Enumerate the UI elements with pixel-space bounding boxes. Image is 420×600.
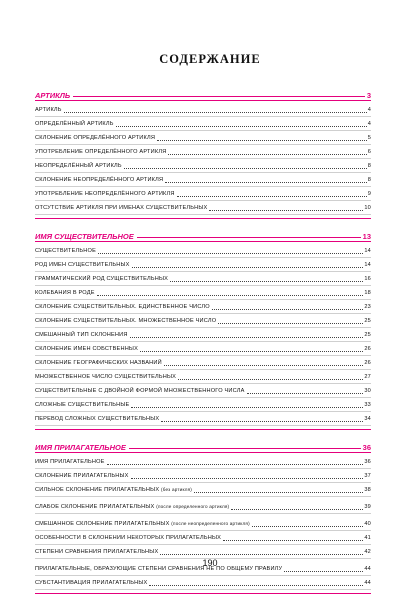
entry-title-text: СКЛОНЕНИЕ НЕОПРЕДЕЛЁННОГО АРТИКЛЯ bbox=[35, 177, 164, 183]
entry-title-text: АРТИКЛЬ bbox=[35, 107, 62, 113]
entry-title-text: СУЩЕСТВИТЕЛЬНЫЕ С ДВОЙНОЙ ФОРМОЙ МНОЖЕСТВЕННОГО ЧИСЛА bbox=[35, 388, 245, 394]
section-leader-line bbox=[137, 237, 361, 238]
section-title: ИМЯ СУЩЕСТВИТЕЛЬНОЕ bbox=[35, 232, 134, 241]
toc-section bbox=[35, 436, 371, 594]
toc-entry[interactable] bbox=[35, 131, 371, 145]
entry-title-text: ОТСУТСТВИЕ АРТИКЛЯ ПРИ ИМЕНАХ СУЩЕСТВИТЕЛЬНЫХ bbox=[35, 205, 208, 211]
entry-page: 18 bbox=[364, 290, 371, 296]
toc-section bbox=[35, 84, 371, 219]
section-end-rule bbox=[35, 429, 371, 430]
dot-leader bbox=[157, 140, 367, 141]
entry-page: 41 bbox=[364, 535, 371, 541]
dot-leader bbox=[177, 196, 367, 197]
entry-title-text: СУЩЕСТВИТЕЛЬНОЕ bbox=[35, 248, 97, 254]
dot-leader bbox=[161, 421, 363, 422]
entry-title-text: УПОТРЕБЛЕНИЕ НЕОПРЕДЕЛЁННОГО АРТИКЛЯ bbox=[35, 191, 175, 197]
toc-entry[interactable] bbox=[35, 314, 371, 328]
entry-title bbox=[35, 135, 155, 142]
section-end-rule bbox=[35, 218, 371, 219]
entry-page: 42 bbox=[364, 549, 371, 555]
toc-entry[interactable] bbox=[35, 497, 371, 514]
toc-entry[interactable] bbox=[35, 531, 371, 545]
dot-leader bbox=[131, 478, 364, 479]
entry-title-text: СКЛОНЕНИЕ СУЩЕСТВИТЕЛЬНЫХ. МНОЖЕСТВЕННОЕ ЧИСЛО bbox=[35, 318, 217, 324]
entry-title bbox=[35, 121, 114, 128]
entry-note: (без артикля) bbox=[161, 487, 192, 492]
dot-leader bbox=[160, 554, 363, 555]
entry-title-text: ИМЯ ПРИЛАГАТЕЛЬНОЕ bbox=[35, 459, 105, 465]
section-heading[interactable] bbox=[35, 225, 371, 241]
dot-leader bbox=[284, 571, 363, 572]
entry-title-text: СМЕШАННЫЙ ТИП СКЛОНЕНИЯ bbox=[35, 332, 128, 338]
entry-page: 14 bbox=[364, 248, 371, 254]
entry-title bbox=[35, 535, 221, 542]
section-heading[interactable] bbox=[35, 436, 371, 452]
dot-leader bbox=[247, 393, 364, 394]
entry-page: 8 bbox=[367, 177, 371, 183]
entry-title-text: СМЕШАННОЕ СКЛОНЕНИЕ ПРИЛАГАТЕЛЬНЫХ bbox=[35, 521, 170, 527]
entry-title-text: СЛОЖНЫЕ СУЩЕСТВИТЕЛЬНЫЕ bbox=[35, 402, 130, 408]
entry-title bbox=[35, 459, 105, 466]
dot-leader bbox=[140, 351, 363, 352]
entry-title bbox=[35, 388, 245, 395]
dot-leader bbox=[107, 464, 364, 465]
entry-title bbox=[35, 360, 162, 367]
dot-leader bbox=[209, 210, 363, 211]
section-leader-line bbox=[73, 96, 365, 97]
entry-page: 33 bbox=[364, 402, 371, 408]
entry-title bbox=[35, 262, 130, 269]
entry-title bbox=[35, 248, 96, 255]
entry-page: 23 bbox=[364, 304, 371, 310]
section-page: 13 bbox=[362, 232, 371, 241]
entry-page: 40 bbox=[364, 521, 371, 527]
section-end-rule bbox=[35, 593, 371, 594]
toc-entry[interactable] bbox=[35, 272, 371, 286]
entry-title bbox=[35, 290, 95, 297]
dot-leader bbox=[116, 126, 367, 127]
entry-title bbox=[35, 374, 176, 381]
toc-entry[interactable] bbox=[35, 483, 371, 497]
dot-leader bbox=[165, 182, 366, 183]
entry-title bbox=[35, 107, 62, 114]
dot-leader bbox=[170, 281, 363, 282]
entry-title-text: СКЛОНЕНИЕ ОПРЕДЕЛЁННОГО АРТИКЛЯ bbox=[35, 135, 156, 141]
dot-leader bbox=[223, 540, 363, 541]
toc-entry[interactable] bbox=[35, 576, 371, 590]
dot-leader bbox=[218, 323, 363, 324]
toc-entry[interactable] bbox=[35, 342, 371, 356]
dot-leader bbox=[98, 253, 363, 254]
entry-title-text: ПЕРЕВОД СЛОЖНЫХ СУЩЕСТВИТЕЛЬНЫХ bbox=[35, 416, 160, 422]
entry-title-text: СИЛЬНОЕ СКЛОНЕНИЕ ПРИЛАГАТЕЛЬНЫХ bbox=[35, 487, 160, 493]
dot-leader bbox=[194, 492, 363, 493]
toc-entry[interactable] bbox=[35, 545, 371, 559]
entry-title bbox=[35, 304, 210, 311]
section-page: 3 bbox=[366, 91, 371, 100]
dot-leader bbox=[131, 407, 363, 408]
entry-page: 5 bbox=[367, 135, 371, 141]
toc-entry[interactable] bbox=[35, 258, 371, 272]
toc-entry[interactable] bbox=[35, 103, 371, 117]
entry-page: 44 bbox=[364, 566, 371, 572]
dot-leader bbox=[64, 112, 367, 113]
toc-entry[interactable] bbox=[35, 412, 371, 426]
entry-page: 25 bbox=[364, 332, 371, 338]
entry-title bbox=[35, 191, 175, 198]
section-leader-line bbox=[129, 448, 361, 449]
entry-page: 26 bbox=[364, 360, 371, 366]
entry-title bbox=[35, 163, 122, 170]
section-rule bbox=[35, 241, 371, 242]
toc-entry[interactable] bbox=[35, 384, 371, 398]
toc-entry[interactable] bbox=[35, 117, 371, 131]
section-rule bbox=[35, 100, 371, 101]
entry-title-text: ГРАММАТИЧЕСКИЙ РОД СУЩЕСТВИТЕЛЬНЫХ bbox=[35, 276, 169, 282]
entry-page: 26 bbox=[364, 346, 371, 352]
entry-note: (после определенного артикля) bbox=[156, 504, 230, 509]
entry-page: 30 bbox=[364, 388, 371, 394]
entry-title bbox=[35, 318, 216, 325]
page-number: 190 bbox=[202, 558, 218, 568]
dot-leader bbox=[231, 509, 363, 510]
entry-title bbox=[35, 580, 147, 587]
toc-entry[interactable] bbox=[35, 328, 371, 342]
entry-title-text: СКЛОНЕНИЕ СУЩЕСТВИТЕЛЬНЫХ. ЕДИНСТВЕННОЕ ЧИСЛО bbox=[35, 304, 210, 310]
toc-entry[interactable] bbox=[35, 356, 371, 370]
dot-leader bbox=[132, 267, 364, 268]
entry-page: 34 bbox=[364, 416, 371, 422]
entry-title-text: ОПРЕДЕЛЁННЫЙ АРТИКЛЬ bbox=[35, 121, 114, 127]
entry-page: 14 bbox=[364, 262, 371, 268]
toc-entry[interactable] bbox=[35, 201, 371, 215]
toc-entry[interactable] bbox=[35, 145, 371, 159]
entry-page: 10 bbox=[364, 205, 371, 211]
entry-title-text: НЕОПРЕДЕЛЁННЫЙ АРТИКЛЬ bbox=[35, 163, 122, 169]
toc-entry[interactable] bbox=[35, 300, 371, 314]
entry-page: 25 bbox=[364, 318, 371, 324]
entry-page: 37 bbox=[364, 473, 371, 479]
entry-title bbox=[35, 473, 129, 480]
toc-entry[interactable] bbox=[35, 286, 371, 300]
toc-entry[interactable] bbox=[35, 159, 371, 173]
entry-title bbox=[35, 520, 250, 528]
section-rule bbox=[35, 452, 371, 453]
entry-page: 4 bbox=[367, 107, 371, 113]
dot-leader bbox=[130, 337, 364, 338]
entry-title bbox=[35, 416, 159, 423]
section-title: АРТИКЛЬ bbox=[35, 91, 71, 100]
entry-title-text: ПРИЛАГАТЕЛЬНЫЕ, ОБРАЗУЮЩИЕ СТЕПЕНИ СРАВНЕНИЯ НЕ ПО ОБЩЕМУ ПРАВИЛУ bbox=[35, 566, 283, 572]
section-heading[interactable] bbox=[35, 84, 371, 100]
dot-leader bbox=[252, 526, 364, 527]
toc-entry[interactable] bbox=[35, 398, 371, 412]
entry-title bbox=[35, 332, 128, 339]
entry-title-text: СУБСТАНТИВАЦИЯ ПРИЛАГАТЕЛЬНЫХ bbox=[35, 580, 148, 586]
entry-title bbox=[35, 276, 168, 283]
entry-title-text: СКЛОНЕНИЕ ГЕОГРАФИЧЕСКИХ НАЗВАНИЙ bbox=[35, 360, 162, 366]
dot-leader bbox=[97, 295, 364, 296]
entry-title bbox=[35, 549, 158, 556]
entry-title-text: РОД ИМЕН СУЩЕСТВИТЕЛЬНЫХ bbox=[35, 262, 130, 268]
dot-leader bbox=[178, 379, 363, 380]
dot-leader bbox=[149, 585, 363, 586]
entry-title bbox=[35, 149, 166, 156]
entry-page: 44 bbox=[364, 580, 371, 586]
entry-title-text: СЛАБОЕ СКЛОНЕНИЕ ПРИЛАГАТЕЛЬНЫХ bbox=[35, 504, 155, 510]
entry-page: 16 bbox=[364, 276, 371, 282]
toc-entry[interactable] bbox=[35, 244, 371, 258]
dot-leader bbox=[164, 365, 364, 366]
entry-title bbox=[35, 177, 163, 184]
entry-title-text: КОЛЕБАНИЯ В РОДЕ bbox=[35, 290, 95, 296]
dot-leader bbox=[124, 168, 367, 169]
entry-page: 9 bbox=[367, 191, 371, 197]
toc-entry[interactable] bbox=[35, 469, 371, 483]
toc-entry[interactable] bbox=[35, 455, 371, 469]
entry-title-text: СТЕПЕНИ СРАВНЕНИЯ ПРИЛАГАТЕЛЬНЫХ bbox=[35, 549, 159, 555]
toc-entry[interactable] bbox=[35, 173, 371, 187]
toc-entry[interactable] bbox=[35, 370, 371, 384]
entry-title-text: ОСОБЕННОСТИ В СКЛОНЕНИИ НЕКОТОРЫХ ПРИЛАГАТЕЛЬНЫХ bbox=[35, 535, 222, 541]
section-title: ИМЯ ПРИЛАГАТЕЛЬНОЕ bbox=[35, 443, 126, 452]
dot-leader bbox=[168, 154, 366, 155]
entry-page: 38 bbox=[364, 487, 371, 493]
entry-page: 8 bbox=[367, 163, 371, 169]
toc-section bbox=[35, 225, 371, 430]
entry-title-text: МНОЖЕСТВЕННОЕ ЧИСЛО СУЩЕСТВИТЕЛЬНЫХ bbox=[35, 374, 177, 380]
entry-title-text: СКЛОНЕНИЕ ИМЕН СОБСТВЕННЫХ bbox=[35, 346, 139, 352]
entry-page: 4 bbox=[367, 121, 371, 127]
entry-title bbox=[35, 486, 192, 494]
table-of-contents bbox=[35, 84, 371, 600]
entry-title bbox=[35, 503, 229, 511]
entry-title bbox=[35, 205, 207, 212]
entry-page: 36 bbox=[364, 459, 371, 465]
entry-title-text: СКЛОНЕНИЕ ПРИЛАГАТЕЛЬНЫХ bbox=[35, 473, 129, 479]
toc-entry[interactable] bbox=[35, 514, 371, 531]
toc-entry[interactable] bbox=[35, 187, 371, 201]
entry-page: 39 bbox=[364, 504, 371, 510]
section-page: 36 bbox=[362, 443, 371, 452]
entry-page: 6 bbox=[367, 149, 371, 155]
entry-note: (после неопределенного артикля) bbox=[171, 521, 250, 526]
dot-leader bbox=[212, 309, 364, 310]
page-title: СОДЕРЖАНИЕ bbox=[159, 52, 261, 66]
entry-title-text: УПОТРЕБЛЕНИЕ ОПРЕДЕЛЁННОГО АРТИКЛЯ bbox=[35, 149, 167, 155]
entry-title bbox=[35, 402, 129, 409]
entry-page: 27 bbox=[364, 374, 371, 380]
entry-title bbox=[35, 346, 138, 353]
